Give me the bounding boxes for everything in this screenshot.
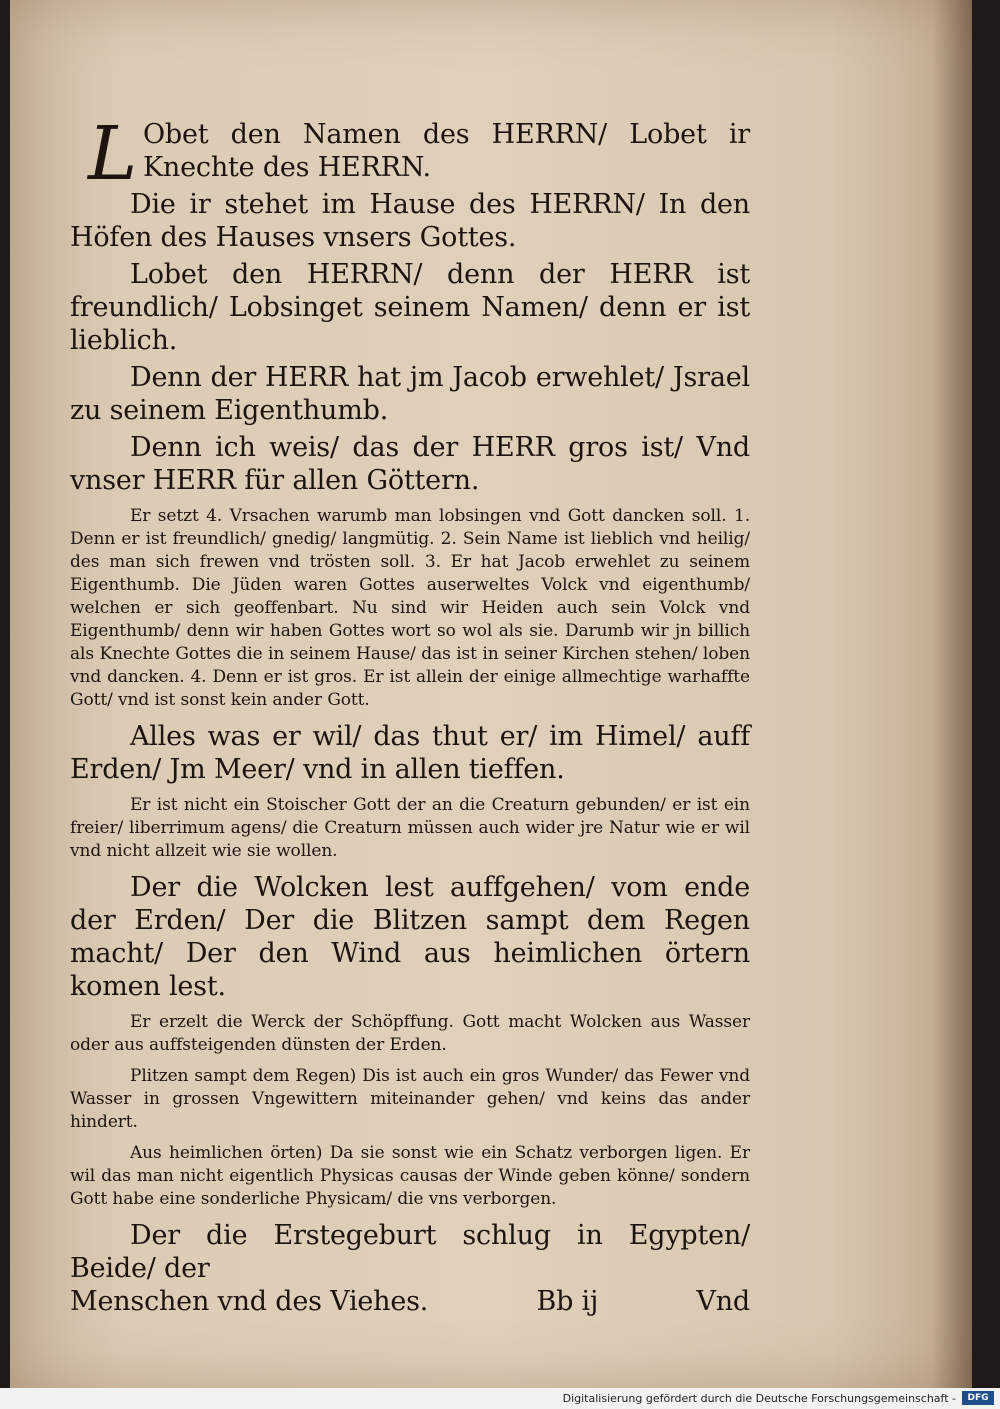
page-footer-line [70, 1285, 750, 1318]
commentary-5: Aus heimlichen örten) Da sie sonst wie ein Schatz verborgen ligen. Er wil das man nicht eigentlich Physicas causas der Winde geben könne/ sondern Gott habe eine sonderliche Physicam/ die vns verborgen. [70, 1143, 750, 1209]
paragraph-7: Der die Wolcken lest auffgehen/ vom ende der Erden/ Der die Blitzen sampt dem Regen macht/ Der den Wind aus heimlichen örtern komen lest. [70, 872, 750, 1002]
commentary-2: Er ist nicht ein Stoischer Gott der an die Creaturn gebunden/ er ist ein freier/ liberrimum agens/ die Creaturn müssen auch wider jre Natur wie er wil vnd nicht allzeit wie sie wollen. [70, 795, 750, 861]
paragraph-2: Die ir stehet im Hause des HERRN/ In den Höfen des Hauses vnsers Gottes. [70, 189, 750, 253]
digitization-footer [0, 1388, 1000, 1409]
commentary-1: Er setzt 4. Vrsachen warumb man lobsingen vnd Gott dancken soll. 1. Denn er ist freundlich/ gnedig/ langmütig. 2. Sein Name ist lieblich vnd heilig/ des man sich frewen vnd trösten soll. 3. Er hat Jacob erwehlet zu seinem Eigenthumb. Die Jüden waren Gottes auserweltes Volck vnd eigenthumb/ welchen er sich geoffenbart. Nu sind wir Heiden auch sein Volck vnd Eigenthumb/ denn wir haben Gottes wort so wol als sie. Darumb wir jn billich als Knechte Gottes die in seinem Hause/ das ist in seiner Kirchen stehen/ loben vnd dancken. 4. Denn er ist gros. Er ist allein der einige allmechtige warhaffte Gott/ vnd ist sonst kein ander Gott. [70, 506, 750, 710]
page-edge-shadow [932, 0, 972, 1388]
paragraph-8-line-1: Der die Erstegeburt schlug in Egypten/ Beide/ der [70, 1220, 750, 1284]
paragraph-1-text: Obet den Namen des HERRN/ Lobet ir Knechte des HERRN. [142, 119, 750, 183]
paragraph-5: Denn ich weis/ das der HERR gros ist/ Vnd vnser HERR für allen Göttern. [70, 432, 750, 496]
commentary-4: Plitzen sampt dem Regen) Dis ist auch ein gros Wunder/ das Fewer vnd Wasser in grossen Vngewittern miteinander gehen/ vnd keins das ander hindert. [70, 1066, 750, 1132]
dfg-logo-icon: DFG [962, 1391, 994, 1405]
book-page [10, 0, 972, 1388]
commentary-3: Er erzelt die Werck der Schöpffung. Gott macht Wolcken aus Wasser oder aus auffsteigenden dünsten der Erden. [70, 1012, 750, 1055]
paragraph-8-line-2: Menschen vnd des Viehes. [70, 1286, 429, 1317]
paragraph-4: Denn der HERR hat jm Jacob erwehlet/ Jsrael zu seinem Eigenthumb. [70, 362, 750, 426]
paragraph-1 [70, 111, 750, 197]
funding-notice: Digitalisierung gefördert durch die Deutsche Forschungsgemeinschaft - [562, 1392, 956, 1405]
drop-cap: L [88, 111, 137, 197]
paragraph-3: Lobet den HERRN/ denn der HERR ist freundlich/ Lobsinget seinem Namen/ denn er ist lieblich. [70, 259, 750, 356]
signature-mark: Bb ij [536, 1286, 599, 1317]
paragraph-6: Alles was er wil/ das thut er/ im Himel/ auff Erden/ Jm Meer/ vnd in allen tieffen. [70, 721, 750, 785]
catchword: Vnd [696, 1286, 750, 1317]
page-text [70, 111, 750, 1322]
